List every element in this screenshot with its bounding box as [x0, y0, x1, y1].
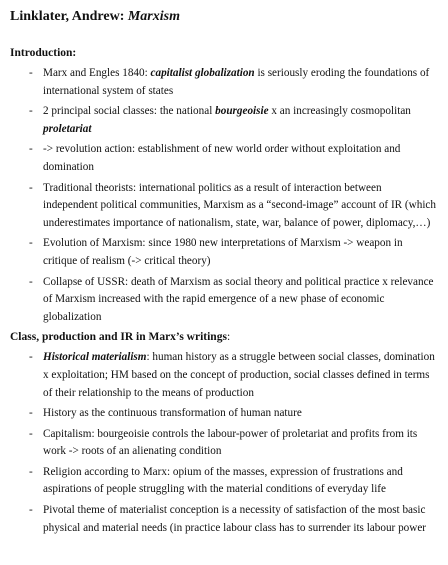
bullet-item [10, 235, 438, 270]
document-title [10, 8, 438, 26]
bullet-text: -> revolution action: establishment of new world order without exploitation and domination [43, 143, 401, 173]
section-heading-text: Class, production and IR in Marx’s writings [10, 331, 227, 344]
emphasized-term: proletariat [43, 122, 92, 135]
bullet-text: Collapse of USSR: death of Marxism as social theory and political practice x relevance of Marxism increased with the rapid emergence of a new phase of economic globalization [43, 275, 434, 323]
bullet-text: Evolution of Marxism: since 1980 new interpretations of Marxism -> weapon in critique of realism (-> critical theory) [43, 237, 403, 267]
section-heading [10, 46, 438, 61]
title-work: Marxism [127, 9, 180, 24]
bullet-item [10, 502, 438, 537]
bullet-item [10, 274, 438, 327]
bullet-text: : human history as a struggle between social classes, domination x exploitation; HM based on the concept of production, social classes defined in terms of their relationship to the means of production [43, 351, 435, 399]
bullet-text: Religion according to Marx: opium of the masses, expression of frustrations and aspirations of people struggling with the material conditions of everyday life [43, 465, 403, 496]
section-heading [10, 330, 438, 345]
bullet-text: Pivotal theme of materialist conception is a necessity of satisfaction of the most basic physical and material needs (in practice labour class has to surrender its labour power [43, 504, 427, 534]
bullet-text: is seriously eroding the foundations of international system of states [43, 67, 430, 97]
bullet-item [10, 464, 438, 499]
bullet-item [10, 426, 438, 461]
bullet-item [10, 65, 438, 100]
bullet-item [10, 141, 438, 176]
bullet-text: Traditional theorists: international politics as a result of interaction between independent political communities, Marxism as a “second-image” account of IR (which underestimates importance of nationalism, state, war, balance of power, diplomacy,…) [43, 181, 436, 229]
emphasized-term: capitalist globalization [150, 67, 255, 79]
section-class-production [10, 330, 438, 537]
bullet-list [10, 349, 438, 537]
emphasized-term: Historical materialism [43, 351, 147, 364]
section-heading-text: Introduction: [10, 47, 77, 59]
bullet-text: History as the continuous transformation of human nature [43, 407, 302, 420]
bullet-text: Capitalism: bourgeoisie controls the labour-power of proletariat and profits from its work -> roots of an alienating condition [43, 427, 418, 458]
bullet-text: x an increasingly cosmopolitan [268, 105, 411, 118]
bullet-item [10, 349, 438, 402]
bullet-text: Marx and Engles 1840: [43, 67, 151, 79]
bullet-item [10, 180, 438, 233]
section-introduction [10, 46, 438, 326]
emphasized-term: bourgeoisie [215, 105, 269, 118]
bullet-item [10, 405, 438, 423]
bullet-text: 2 principal social classes: the national [43, 105, 216, 118]
bullet-item [10, 103, 438, 138]
bullet-list [10, 65, 438, 326]
title-author: Linklater, Andrew: [10, 9, 125, 24]
section-heading-colon: : [226, 331, 231, 344]
